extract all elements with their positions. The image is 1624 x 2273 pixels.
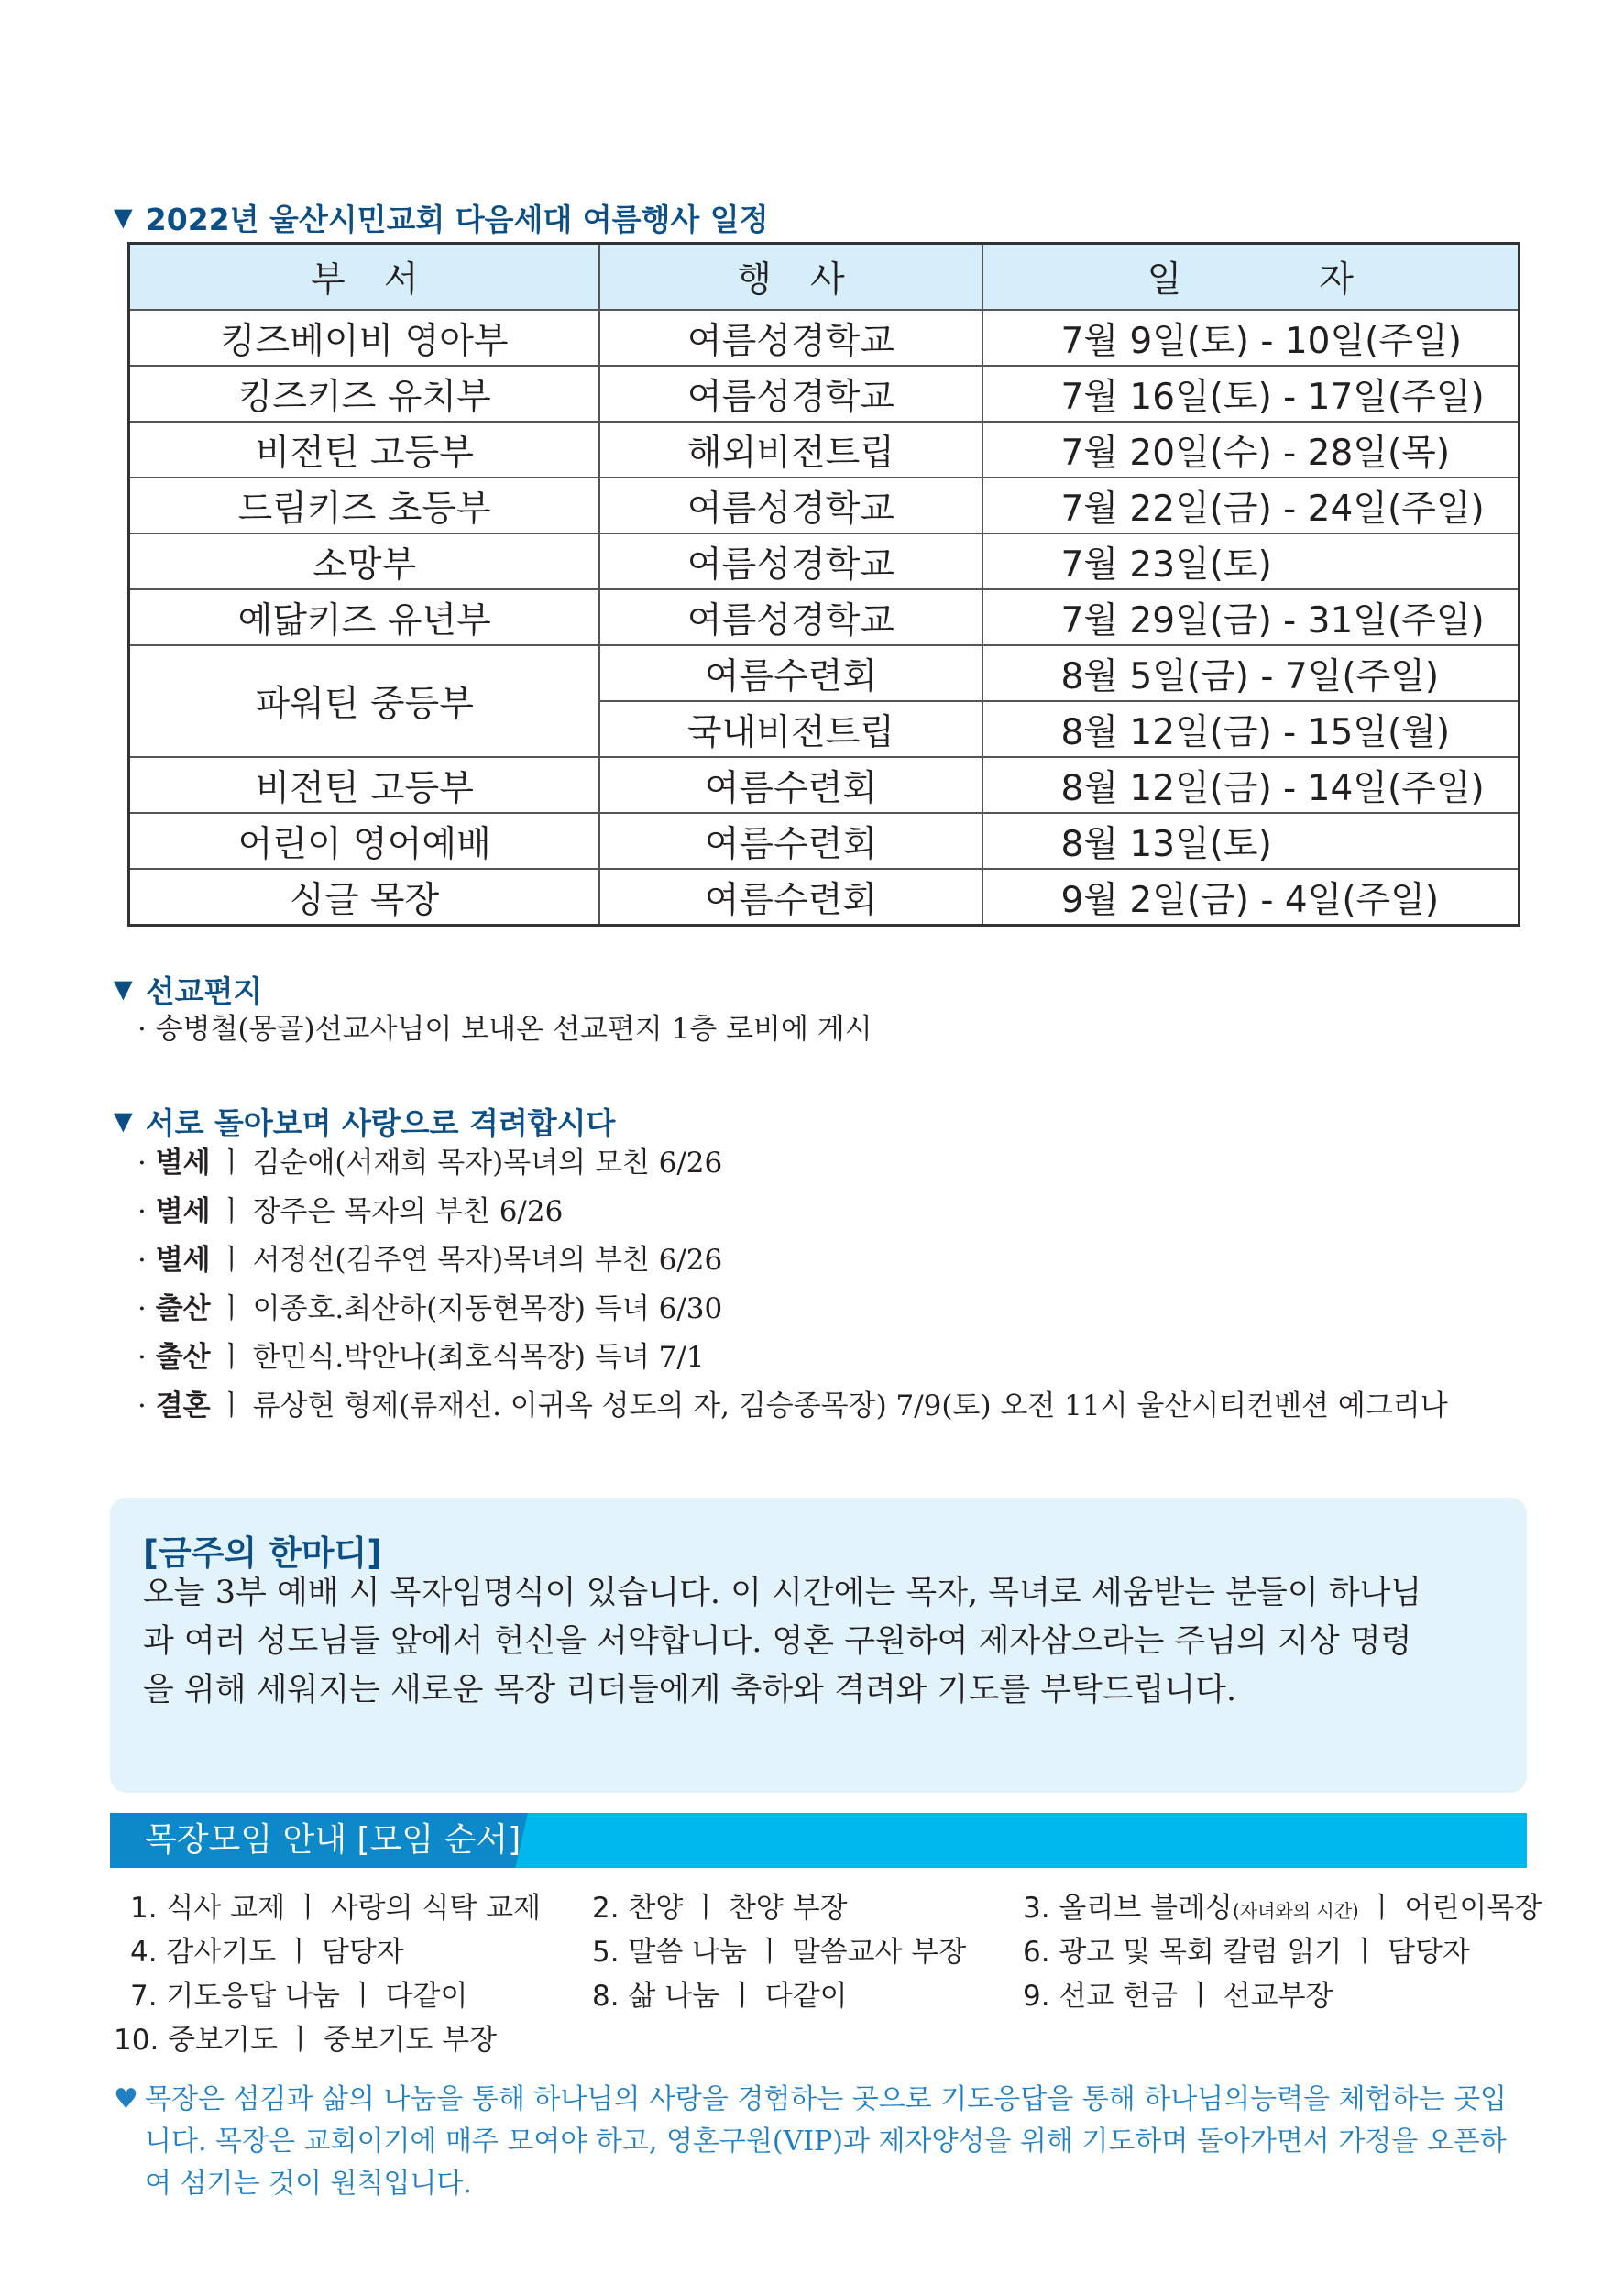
order-item: 10. 중보기도 ㅣ 중보기도 부장 — [114, 2024, 498, 2057]
table-row: 비전틴 고등부 해외비전트립 7월 20일(수) - 28일(목) — [129, 422, 1520, 478]
care-heading — [114, 1100, 615, 1143]
list-item: · 송병철(몽골)선교사님이 보내온 선교편지 1층 로비에 게시 — [137, 1013, 872, 1046]
weekly-word-box — [110, 1498, 1527, 1793]
schedule-table — [127, 242, 1520, 927]
table-header-row — [129, 244, 1520, 311]
order-item: 6. 광고 및 목회 칼럼 읽기 ㅣ 담당자 — [1023, 1936, 1470, 1969]
order-item: 5. 말씀 나눔 ㅣ 말씀교사 부장 — [592, 1936, 967, 1969]
table-row: 싱글 목장 여름수련회 9월 2일(금) - 4일(주일) — [129, 869, 1520, 926]
triangle-down-icon: ▼ — [114, 1107, 133, 1136]
list-item: · 결혼 ㅣ 류상현 형제(류재선. 이귀옥 성도의 자, 김승종목장) 7/9(토) 오전 11시 울산시티컨벤션 예그리나 — [137, 1389, 1448, 1422]
table-row: 파워틴 중등부 여름수련회 8월 5일(금) - 7일(주일) — [129, 645, 1520, 701]
order-item: 8. 삶 나눔 ㅣ 다같이 — [592, 1980, 848, 2013]
table-row: 국내비전트립 8월 12일(금) - 15일(월) — [129, 701, 1520, 757]
mokjang-footnote: ♥ 목장은 섬김과 삶의 나눔을 통해 하나님의 사랑을 경험하는 곳으로 기도응답을 통해 하나님의능력을 체험하는 곳입니다. 목장은 교회이기에 매주 모여야 하고, 영혼구원(VIP)과 제자양성을 위해 기도하며 돌아가면서 가정을 오픈하여 섬기는 것이 원칙입니다. — [114, 2079, 1525, 2205]
list-item: · 별세 ㅣ 김순애(서재희 목자)목녀의 모친 6/26 — [137, 1147, 723, 1180]
weekly-word-title: [금주의 한마디] — [143, 1533, 383, 1573]
table-row: 비전틴 고등부 여름수련회 8월 12일(금) - 14일(주일) — [129, 757, 1520, 813]
col-date: 일자 — [982, 244, 1520, 311]
table-row: 킹즈키즈 유치부 여름성경학교 7월 16일(토) - 17일(주일) — [129, 366, 1520, 422]
mission-list — [137, 1005, 872, 1054]
list-item: · 별세 ㅣ 서정선(김주연 목자)목녀의 부친 6/26 — [137, 1244, 723, 1277]
care-heading-text: 서로 돌아보며 사랑으로 격려합시다 — [145, 1105, 616, 1141]
order-item: 9. 선교 헌금 ㅣ 선교부장 — [1023, 1980, 1333, 2013]
table-row: 예닮키즈 유년부 여름성경학교 7월 29일(금) - 31일(주일) — [129, 589, 1520, 645]
order-item: 7. 기도응답 나눔 ㅣ 다같이 — [130, 1980, 468, 2013]
mission-heading-text: 선교편지 — [145, 973, 263, 1009]
order-item: 1. 식사 교제 ㅣ 사랑의 식탁 교제 — [130, 1892, 542, 1925]
triangle-down-icon: ▼ — [114, 203, 133, 232]
list-item: · 출산 ㅣ 한민식.박안나(최호식목장) 득녀 7/1 — [137, 1341, 705, 1374]
table-row: 소망부 여름성경학교 7월 23일(토) — [129, 533, 1520, 589]
table-row: 어린이 영어예배 여름수련회 8월 13일(토) — [129, 813, 1520, 869]
table-row: 드림키즈 초등부 여름성경학교 7월 22일(금) - 24일(주일) — [129, 478, 1520, 533]
schedule-heading — [114, 196, 769, 239]
mokjang-bar — [110, 1813, 1527, 1868]
care-list — [137, 1139, 1448, 1431]
schedule-heading-text: 2022년 울산시민교회 다음세대 여름행사 일정 — [145, 202, 769, 237]
triangle-down-icon: ▼ — [114, 975, 133, 1004]
order-item: 2. 찬양 ㅣ 찬양 부장 — [592, 1892, 848, 1925]
col-dept: 부서 — [129, 244, 600, 311]
list-item: · 출산 ㅣ 이종호.최산하(지동현목장) 득녀 6/30 — [137, 1292, 723, 1325]
table-row: 킹즈베이비 영아부 여름성경학교 7월 9일(토) - 10일(주일) — [129, 310, 1520, 366]
mokjang-bar-label: 목장모임 안내 [모임 순서] — [145, 1821, 521, 1859]
order-item: 3. 올리브 블레싱(자녀와의 시간) ㅣ 어린이목장 — [1023, 1892, 1542, 1925]
list-item: · 별세 ㅣ 장주은 목자의 부친 6/26 — [137, 1195, 564, 1228]
heart-icon: ♥ — [114, 2083, 138, 2115]
col-event: 행사 — [599, 244, 982, 311]
mission-heading — [114, 968, 262, 1011]
order-item: 4. 감사기도 ㅣ 담당자 — [130, 1936, 404, 1969]
weekly-word-body: 오늘 3부 예배 시 목자임명식이 있습니다. 이 시간에는 목자, 목녀로 세움받는 분들이 하나님 과 여러 성도님들 앞에서 헌신을 서약합니다. 영혼 구원하여 제자삼으라는 주님의 지상 명령 을 위해 세워지는 새로운 목장 리더들에게 축하와 격려와 기도를 부탁드립니다. — [143, 1575, 1422, 1708]
